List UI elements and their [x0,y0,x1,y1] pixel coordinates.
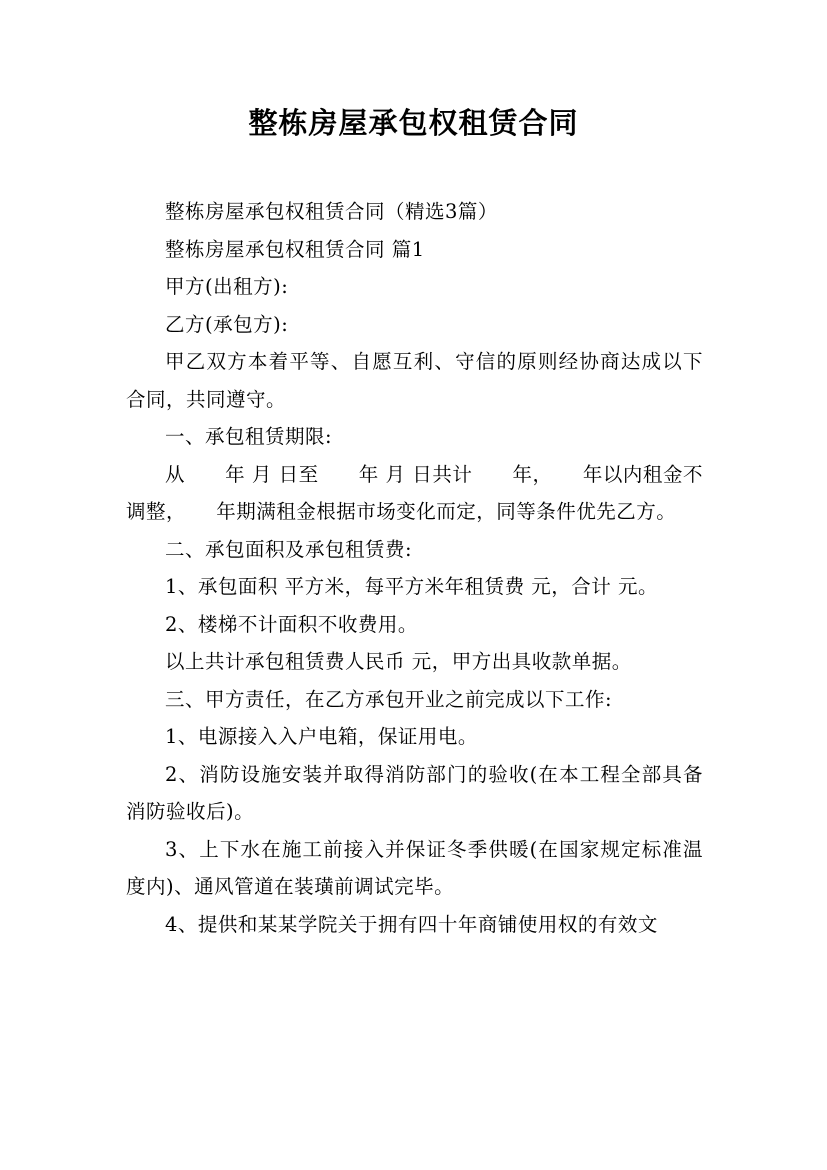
paragraph-power: 1、电源接入入户电箱，保证用电。 [165,725,478,748]
paragraph-section-heading: 整栋房屋承包权租赁合同 篇1 [165,237,425,261]
paragraph-lease-term: 从 年 月 日至 年 月 日共计 年， 年以内租金不调整， 年期满租金根据市场变化而定，同等条件优先乙方。 [126,462,703,523]
paragraph-stairs: 2、楼梯不计面积不收费用。 [165,612,418,636]
paragraph-total-fee: 以上共计承包租赁费人民币 元，甲方出具收款单据。 [165,650,632,673]
paragraph-documents: 4、提供和某某学院关于拥有四十年商铺使用权的有效文 [165,912,658,936]
paragraph-clause-1-heading: 一、承包租赁期限: [165,425,333,448]
paragraph-area-fee: 1、承包面积 平方米，每平方米年租赁费 元，合计 元。 [165,575,659,598]
paragraph-clause-3-heading: 三、甲方责任，在乙方承包开业之前完成以下工作: [165,687,613,711]
document-body [126,193,703,943]
paragraph-clause-2-heading: 二、承包面积及承包租赁费: [165,537,413,561]
paragraph-party-a: 甲方(出租方): [165,275,289,298]
paragraph-subtitle: 整栋房屋承包权租赁合同（精选3篇） [165,200,498,223]
document-title: 整栋房屋承包权租赁合同 [248,106,579,140]
paragraph-water: 3、上下水在施工前接入并保证冬季供暖(在国家规定标准温度内)、通风管道在装璜前调试完毕。 [126,837,703,898]
paragraph-fire: 2、消防设施安装并取得消防部门的验收(在本工程全部具备消防验收后)。 [126,762,703,823]
paragraph-preamble: 甲乙双方本着平等、自愿互利、守信的原则经协商达成以下合同，共同遵守。 [126,350,703,411]
paragraph-party-b: 乙方(承包方): [165,312,289,336]
